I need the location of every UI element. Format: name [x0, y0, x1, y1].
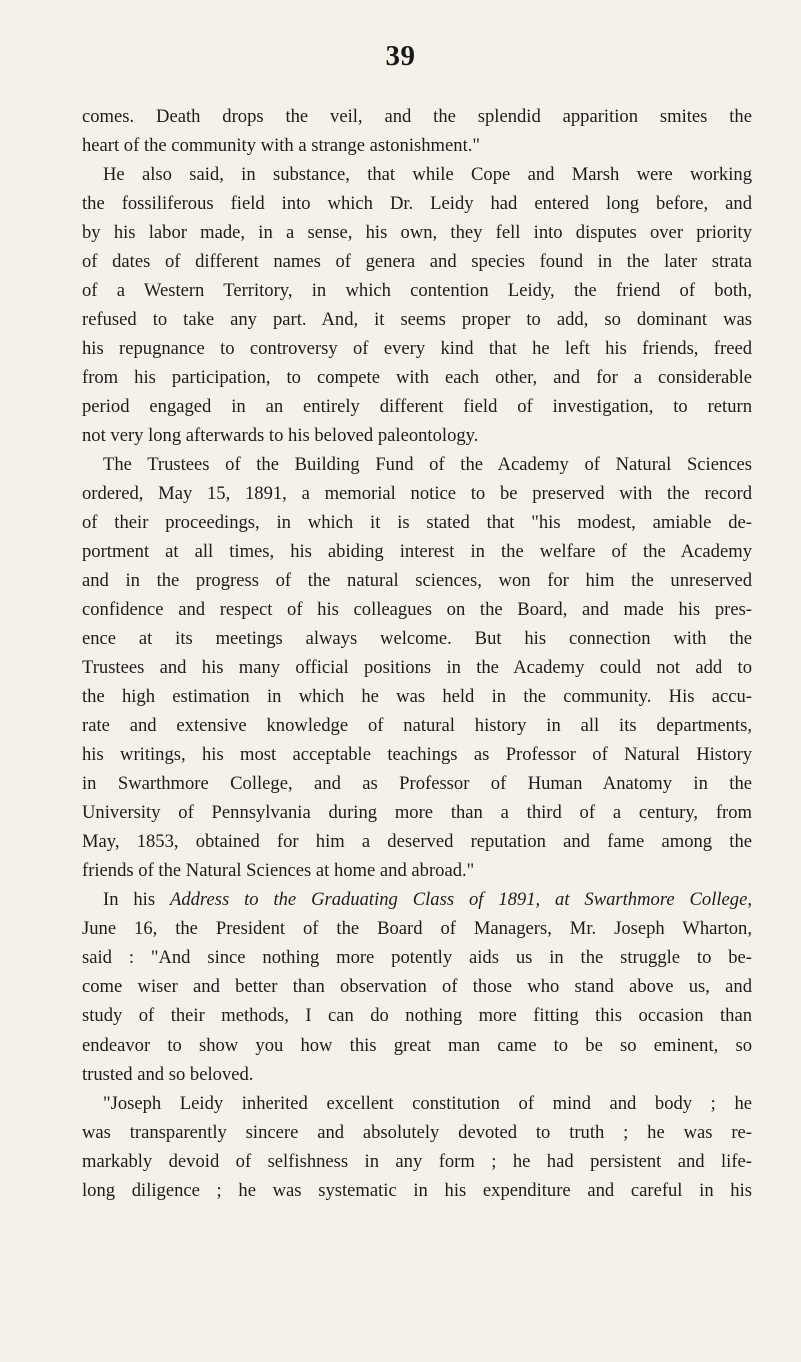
text-line: study of their methods, I can do nothing more fitting this occasion than — [82, 1005, 752, 1027]
text-line: by his labor made, in a sense, his own, they fell into disputes over priority — [82, 222, 752, 244]
text-line: of a Western Territory, in which contention Leidy, the friend of both, — [82, 280, 752, 302]
text-segment: In his — [103, 889, 170, 911]
text-line: heart of the community with a strange astonishment." — [82, 135, 480, 157]
text-line: in Swarthmore College, and as Professor of Human Anatomy in the — [82, 773, 752, 795]
text-line: the fossiliferous field into which Dr. Leidy had entered long before, and — [82, 193, 752, 215]
text-line: May, 1853, obtained for him a deserved reputation and fame among the — [82, 831, 752, 853]
text-line: long diligence ; he was systematic in his expenditure and careful in his — [82, 1179, 752, 1201]
page-number: 39 — [385, 40, 416, 72]
text-line: He also said, in substance, that while Cope and Marsh were working — [103, 164, 752, 186]
text-line: refused to take any part. And, it seems proper to add, so dominant was — [82, 309, 752, 331]
text-line: Trustees and his many official positions in the Academy could not add to — [82, 657, 752, 679]
text-line: portment at all times, his abiding interest in the welfare of the Academy — [82, 541, 752, 563]
text-line: trusted and so beloved. — [82, 1063, 254, 1085]
text-line: not very long afterwards to his beloved paleontology. — [82, 425, 479, 447]
text-line — [82, 885, 752, 914]
text-line: ence at its meetings always welcome. But his connection with the — [82, 628, 752, 650]
text-line: University of Pennsylvania during more than a third of a century, from — [82, 802, 752, 824]
text-line: markably devoid of selfishness in any form ; he had persistent and life- — [82, 1150, 752, 1172]
text-line: come wiser and better than observation of those who stand above us, and — [82, 976, 752, 998]
text-line: his writings, his most acceptable teachings as Professor of Natural History — [82, 744, 752, 766]
text-line: said : "And since nothing more potently aids us in the struggle to be- — [82, 947, 752, 969]
text-line: confidence and respect of his colleagues on the Board, and made his pres- — [82, 599, 752, 621]
text-line: the high estimation in which he was held in the community. His accu- — [82, 686, 752, 708]
text-line: friends of the Natural Sciences at home and abroad." — [82, 860, 475, 882]
italic-title: Address to the Graduating Class of 1891, at Swarthmore College, — [169, 889, 753, 911]
body-text — [82, 102, 752, 1205]
text-line: comes. Death drops the veil, and the splendid apparition smites the — [82, 106, 752, 127]
text-line: from his participation, to compete with each other, and for a considerable — [82, 367, 752, 389]
text-line: his repugnance to controversy of every kind that he left his friends, freed — [82, 338, 752, 360]
text-line: The Trustees of the Building Fund of the Academy of Natural Sciences — [103, 454, 752, 476]
text-line: of dates of different names of genera and species found in the later strata — [82, 251, 752, 273]
text-line: ordered, May 15, 1891, a memorial notice to be preserved with the record — [82, 483, 752, 505]
text-line: "Joseph Leidy inherited excellent constitution of mind and body ; he — [103, 1092, 752, 1114]
text-line: was transparently sincere and absolutely devoted to truth ; he was re- — [82, 1121, 752, 1143]
text-line: June 16, the President of the Board of Managers, Mr. Joseph Wharton, — [82, 918, 752, 940]
text-line: period engaged in an entirely different field of investigation, to return — [82, 396, 752, 418]
text-line: and in the progress of the natural sciences, won for him the unreserved — [82, 570, 752, 592]
text-line: rate and extensive knowledge of natural history in all its departments, — [82, 715, 752, 737]
text-line: of their proceedings, in which it is stated that "his modest, amiable de- — [82, 512, 752, 534]
text-line: endeavor to show you how this great man came to be so eminent, so — [82, 1034, 752, 1056]
